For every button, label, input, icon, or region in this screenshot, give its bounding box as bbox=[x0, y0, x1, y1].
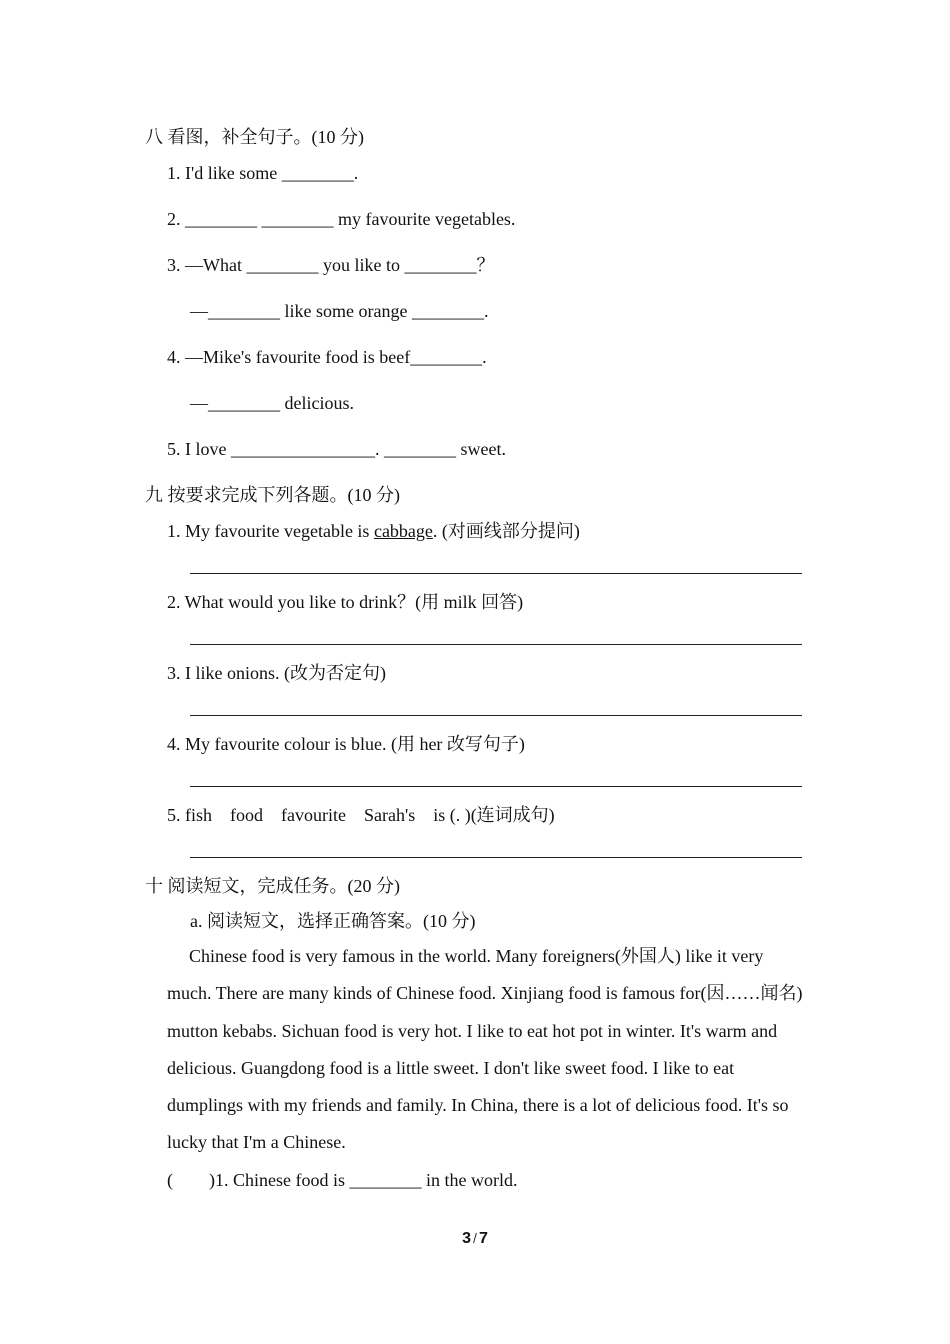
s9-question-4: 4. My favourite colour is blue. (用 her 改写句子) bbox=[167, 734, 525, 754]
answer-line-2 bbox=[190, 644, 802, 645]
section-8-heading: 八 看图，补全句子。(10 分) bbox=[145, 127, 364, 147]
total-pages: 7 bbox=[478, 1230, 488, 1247]
page-separator: / bbox=[473, 1230, 477, 1246]
s10-question-1: ( )1. Chinese food is ________ in the world. bbox=[167, 1170, 518, 1190]
s8-question-2: 2. ________ ________ my favourite vegetables. bbox=[167, 209, 516, 229]
s9-q1-prefix: 1. My favourite vegetable is bbox=[167, 521, 374, 541]
s8-question-3b: —________ like some orange ________. bbox=[190, 301, 489, 321]
s9-q1-suffix: . (对画线部分提问) bbox=[432, 521, 580, 541]
s8-question-5: 5. I love ________________. ________ sweet. bbox=[167, 439, 506, 459]
section-10-heading: 十 阅读短文，完成任务。(20 分) bbox=[145, 876, 400, 896]
section-9-heading: 九 按要求完成下列各题。(10 分) bbox=[145, 485, 400, 505]
answer-line-1 bbox=[190, 573, 802, 574]
s9-question-3: 3. I like onions. (改为否定句) bbox=[167, 663, 386, 683]
answer-line-3 bbox=[190, 715, 802, 716]
s9-q1-underlined-word: cabbage bbox=[373, 521, 433, 541]
s8-question-4b: —________ delicious. bbox=[190, 393, 354, 413]
s9-question-1 bbox=[167, 520, 580, 542]
passage-text: Chinese food is very famous in the world. Many foreigners(外国人) like it very much. There are many kinds of Chinese food. Xinjiang food is famous for(因……闻名) mutton kebabs. Sichuan food is very hot. I like to eat hot pot in winter. It's warm and delicious. Guangdong food is a little sweet. I don't like sweet food. I like to eat dumplings with my friends and family. In China, there is a lot of delicious food. It's so lucky that I'm a Chinese. bbox=[167, 946, 803, 1153]
s8-question-1: 1. I'd like some ________. bbox=[167, 163, 359, 183]
answer-line-4 bbox=[190, 786, 802, 787]
s9-question-2: 2. What would you like to drink？(用 milk 回答) bbox=[167, 592, 524, 612]
s9-question-5: 5. fish food favourite Sarah's is (. )(连词成句) bbox=[167, 805, 555, 825]
s8-question-4a: 4. —Mike's favourite food is beef________. bbox=[167, 347, 487, 367]
s10-sub-a: a. 阅读短文，选择正确答案。(10 分) bbox=[190, 911, 476, 931]
s8-question-3a: 3. —What ________ you like to ________？ bbox=[167, 255, 495, 275]
reading-passage bbox=[167, 938, 807, 1162]
current-page: 3 bbox=[462, 1230, 472, 1247]
page-number bbox=[0, 1230, 950, 1248]
answer-line-5 bbox=[190, 857, 802, 858]
